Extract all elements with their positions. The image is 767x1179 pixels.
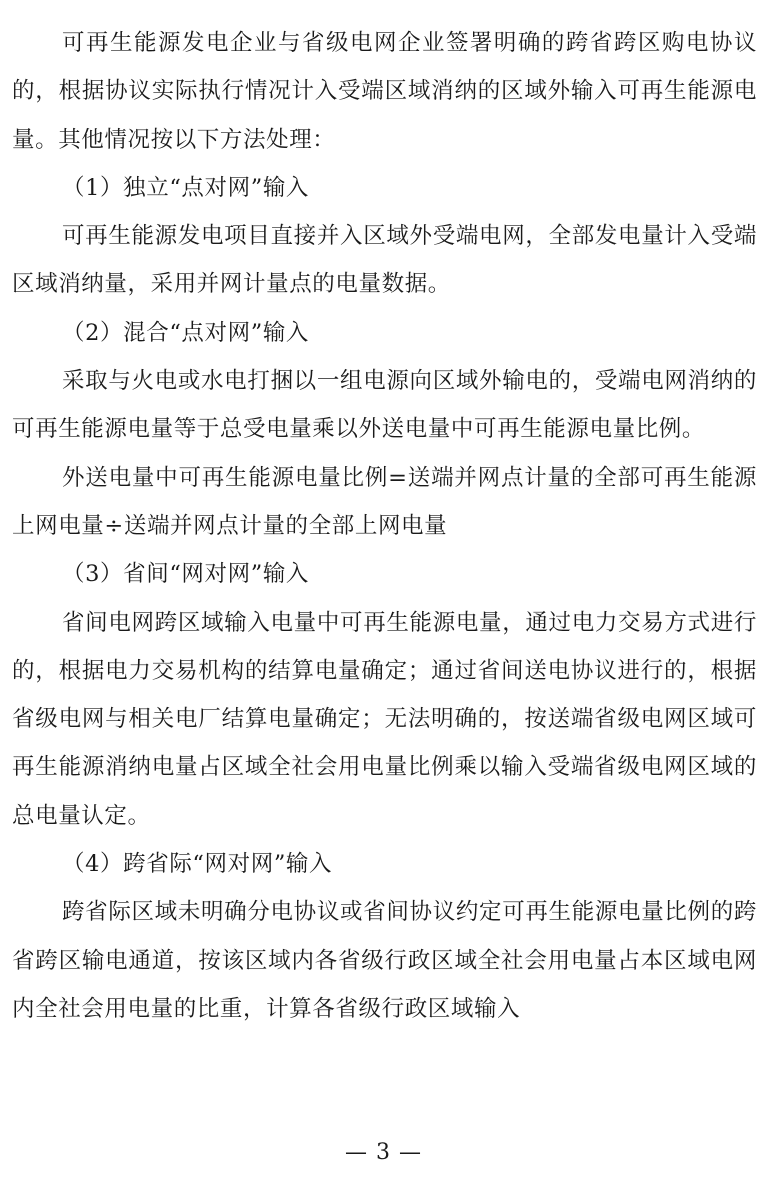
heading-independent-point-to-grid: （1）独立“点对网”输入 xyxy=(62,174,310,201)
paragraph-mixed-point-to-grid: 采取与火电或水电打捆以一组电源向区域外输电的，受端电网消纳的可再生能源电量等于总受电量乘以外送电量中可再生能源电量比例。 xyxy=(12,368,757,443)
page-number: — 3 — xyxy=(345,1140,422,1165)
heading-mixed-point-to-grid: （2）混合“点对网”输入 xyxy=(62,319,310,346)
document-page xyxy=(12,0,757,1033)
heading-interprovincial-grid-to-grid: （3）省间“网对网”输入 xyxy=(62,561,310,588)
paragraph-ratio-formula: 外送电量中可再生能源电量比例=送端并网点计量的全部可再生能源上网电量÷送端并网点计量的全部上网电量 xyxy=(12,464,757,539)
paragraph-cross-provincial-grid-to-grid: 跨省际区域未明确分电协议或省间协议约定可再生能源电量比例的跨省跨区输电通道，按该区域内各省级行政区域全社会用电量占本区域电网内全社会用电量的比重，计算各省级行政区域输入 xyxy=(12,899,757,1022)
paragraph-intro: 可再生能源发电企业与省级电网企业签署明确的跨省跨区购电协议的，根据协议实际执行情况计入受端区域消纳的区域外输入可再生能源电量。其他情况按以下方法处理： xyxy=(12,30,757,153)
paragraph-interprovincial-grid-to-grid: 省间电网跨区域输入电量中可再生能源电量，通过电力交易方式进行的，根据电力交易机构的结算电量确定；通过省间送电协议进行的，根据省级电网与相关电厂结算电量确定；无法明确的，按送端省级电网区域可再生能源消纳电量占区域全社会用电量比例乘以输入受端省级电网区域的总电量认定。 xyxy=(12,609,757,829)
heading-cross-provincial-grid-to-grid: （4）跨省际“网对网”输入 xyxy=(62,851,333,878)
paragraph-independent-point-to-grid: 可再生能源发电项目直接并入区域外受端电网，全部发电量计入受端区域消纳量，采用并网计量点的电量数据。 xyxy=(12,223,757,298)
